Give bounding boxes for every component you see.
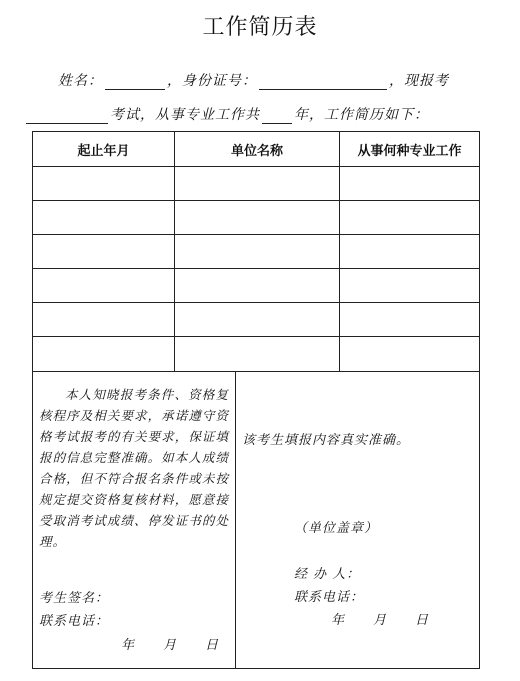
candidate-declaration-box [33, 372, 236, 669]
candidate-signature-label[interactable]: 考生签名： [39, 591, 110, 606]
comma-1: ， [167, 73, 182, 89]
table-cell[interactable] [33, 337, 175, 371]
table-cell[interactable] [340, 201, 479, 234]
table-cell[interactable] [33, 303, 175, 336]
name-blank[interactable] [105, 75, 165, 90]
intro-line-2 [24, 104, 429, 124]
unit-date: 年 月 日 [331, 613, 430, 628]
unit-handler-label[interactable]: 经 办 人： [294, 567, 361, 582]
apply-label: 现报考 [404, 73, 449, 89]
table-row [33, 302, 479, 336]
header-period: 起止年月 [33, 132, 175, 166]
table-cell[interactable] [175, 167, 340, 200]
unit-seal-label: （单位盖章） [294, 521, 379, 536]
candidate-date: 年 月 日 [121, 638, 220, 653]
header-unit: 单位名称 [175, 132, 340, 166]
exam-blank[interactable] [26, 109, 108, 124]
resume-table [32, 131, 480, 669]
id-label: 身份证号： [182, 73, 257, 89]
table-cell[interactable] [340, 167, 479, 200]
table-cell[interactable] [175, 201, 340, 234]
table-header-row [33, 132, 479, 166]
table-cell[interactable] [175, 303, 340, 336]
unit-statement: 该考生填报内容真实准确。 [242, 433, 411, 448]
table-row [33, 200, 479, 234]
table-cell[interactable] [340, 235, 479, 268]
table-cell[interactable] [340, 303, 479, 336]
table-cell[interactable] [33, 201, 175, 234]
candidate-statement: 本人知晓报考条件、资格复核程序及相关要求，承诺遵守资格考试报考的有关要求，保证填报的信息完整准确。如本人成绩合格，但不符合报名条件或未按规定提交资格复核材料，愿意接受取消考试成绩、停发证书的处理。 [39, 387, 229, 549]
intro-line-1 [58, 70, 449, 90]
unit-phone-label[interactable]: 联系电话： [294, 590, 365, 605]
name-label: 姓名： [58, 73, 103, 89]
table-row [33, 234, 479, 268]
declaration-section [33, 371, 479, 669]
table-row [33, 268, 479, 302]
comma-2: ， [389, 73, 404, 89]
table-cell[interactable] [33, 167, 175, 200]
table-cell[interactable] [340, 337, 479, 371]
header-profession: 从事何种专业工作 [357, 143, 462, 159]
years-label: 年，工作简历如下： [294, 107, 429, 123]
table-cell[interactable] [340, 269, 479, 302]
candidate-phone-label[interactable]: 联系电话： [39, 614, 110, 629]
table-cell[interactable] [33, 269, 175, 302]
table-cell[interactable] [33, 235, 175, 268]
table-row [33, 336, 479, 371]
exam-label: 考试，从事专业工作共 [110, 107, 260, 123]
table-cell[interactable] [175, 337, 340, 371]
id-blank[interactable] [259, 75, 387, 90]
form-title: 工作简历表 [202, 15, 318, 40]
table-row [33, 166, 479, 200]
table-cell[interactable] [175, 235, 340, 268]
unit-verification-box [236, 372, 479, 669]
table-cell[interactable] [175, 269, 340, 302]
years-blank[interactable] [262, 109, 292, 124]
